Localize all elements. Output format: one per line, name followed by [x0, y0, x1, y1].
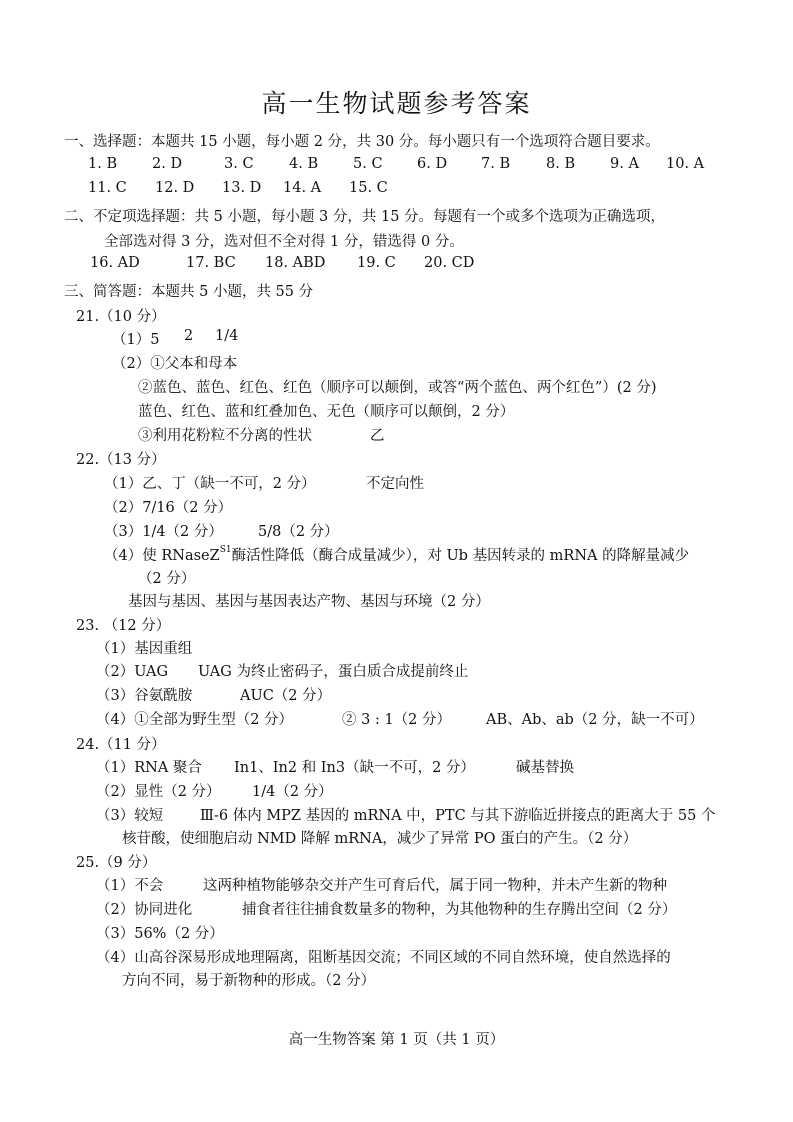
section2-heading-cont: 全部选对得 3 分，选对但不全对得 1 分，错选得 0 分。: [104, 234, 464, 250]
q23-heading: 23. （12 分）: [76, 618, 171, 634]
answer-7: 7. B: [481, 156, 511, 172]
answer-14: 14. A: [283, 180, 322, 196]
q22-answer-2: （2）7/16（2 分）: [104, 500, 233, 516]
q23-answer-3b: AUC（2 分）: [240, 688, 332, 704]
q21-answer-1b: 2: [184, 328, 194, 344]
answer-12: 12. D: [155, 180, 195, 196]
page-footer: 高一生物答案 第 1 页（共 1 页）: [288, 1032, 505, 1048]
answer-4: 4. B: [289, 156, 319, 172]
q24-answer-3b: Ⅲ-6 体内 MPZ 基因的 mRNA 中，PTC 与其下游临近拼接点的距离大于 55 个: [200, 808, 716, 824]
q25-answer-3: （3）56%（2 分）: [96, 926, 224, 942]
q24-answer-2b: 1/4（2 分）: [252, 784, 333, 800]
answer-5: 5. C: [353, 156, 383, 172]
answer-3: 3. C: [224, 156, 254, 172]
q25-answer-2b: 捕食者往往捕食数量多的物种，为其他物种的生存腾出空间（2 分）: [242, 902, 677, 918]
answer-18: 18. ABD: [265, 255, 326, 271]
answer-8: 8. B: [546, 156, 576, 172]
q24-answer-1c: 碱基替换: [516, 760, 574, 776]
q24-answer-3a: （3）较短: [96, 808, 164, 824]
q25-answer-1a: （1）不会: [96, 878, 164, 894]
q21-answer-2-2: ②蓝色、蓝色、红色、红色（顺序可以颠倒，或答“两个蓝色、两个红色”）(2 分): [138, 380, 657, 396]
q25-answer-2a: （2）协同进化: [96, 902, 193, 918]
q23-answer-2b: UAG 为终止密码子，蛋白质合成提前终止: [198, 664, 469, 680]
q21-answer-2-3: ③利用花粉粒不分离的性状: [138, 428, 312, 444]
answer-19: 19. C: [357, 255, 396, 271]
q22-answer-5: 基因与基因、基因与基因表达产物、基因与环境（2 分）: [128, 594, 490, 610]
q21-answer-1a: （1）5: [112, 332, 160, 348]
q23-answer-1: （1）基因重组: [96, 641, 193, 657]
q23-answer-4c: AB、Ab、ab（2 分，缺一不可）: [486, 712, 704, 728]
q24-answer-3c: 核苷酸，使细胞启动 NMD 降解 mRNA，减少了异常 PO 蛋白的产生。（2 分）: [122, 831, 638, 847]
q21-answer-1c: 1/4: [215, 328, 239, 344]
q22-answer-4: （4）使 RNaseZ$^{S1}$酶活性降低（酶合成量减少），对 Ub 基因转录的 mRNA 的降解量减少: [104, 545, 690, 564]
q22-answer-1b: 不定向性: [366, 476, 424, 492]
q23-answer-4a: （4）①全部为野生型（2 分）: [96, 712, 294, 728]
q25-heading: 25.（9 分）: [76, 855, 157, 871]
section2-answers: [0, 255, 793, 275]
answer-20: 20. CD: [424, 255, 475, 271]
q22-answer-3a: （3）1/4（2 分）: [104, 524, 223, 540]
q24-answer-2a: （2）显性（2 分）: [96, 784, 221, 800]
section3-heading: 三、简答题：本题共 5 小题，共 55 分: [64, 284, 314, 300]
answer-1: 1. B: [88, 156, 118, 172]
answer-11: 11. C: [88, 180, 127, 196]
q22-answer-3b: 5/8（2 分）: [258, 524, 339, 540]
q23-answer-3a: （3）谷氨酰胺: [96, 688, 193, 704]
q24-answer-1a: （1）RNA 聚合: [96, 760, 202, 776]
answer-2: 2. D: [152, 156, 183, 172]
q24-answer-1b: In1、In2 和 In3（缺一不可，2 分）: [234, 760, 475, 776]
answer-17: 17. BC: [186, 255, 236, 271]
q24-heading: 24.（11 分）: [76, 737, 166, 753]
q25-answer-1b: 这两种植物能够杂交并产生可育后代，属于同一物种，并未产生新的物种: [203, 878, 667, 894]
q21-answer-2-2b: 蓝色、红色、蓝和红叠加色、无色（顺序可以颠倒，2 分）: [138, 404, 515, 420]
section1-answers-row1: [0, 156, 793, 176]
answer-10: 10. A: [666, 156, 705, 172]
answer-13: 13. D: [222, 180, 262, 196]
answer-15: 15. C: [349, 180, 388, 196]
page-title: 高一生物试题参考答案: [261, 89, 532, 118]
q23-answer-4b: ② 3 : 1（2 分）: [342, 712, 451, 728]
section2-heading: 二、不定项选择题：共 5 小题，每小题 3 分，共 15 分。每题有一个或多个选项为正确选项，: [64, 209, 666, 225]
q21-heading: 21.（10 分）: [76, 309, 166, 325]
section1-heading: 一、选择题：本题共 15 小题，每小题 2 分，共 30 分。每小题只有一个选项符合题目要求。: [64, 134, 660, 150]
section1-answers-row2: [0, 180, 793, 200]
q21-answer-2-3b: 乙: [370, 428, 385, 444]
q25-answer-4a: （4）山高谷深易形成地理隔离，阻断基因交流；不同区域的不同自然环境，使自然选择的: [96, 950, 671, 966]
q22-answer-1a: （1）乙、丁（缺一不可，2 分）: [104, 476, 316, 492]
q22-heading: 22.（13 分）: [76, 452, 166, 468]
q21-answer-2: （2）①父本和母本: [112, 356, 238, 372]
answer-16: 16. AD: [90, 255, 140, 271]
q23-answer-2a: （2）UAG: [96, 664, 169, 680]
answer-6: 6. D: [417, 156, 448, 172]
q25-answer-4b: 方向不同，易于新物种的形成。（2 分）: [122, 973, 376, 989]
answer-9: 9. A: [610, 156, 639, 172]
q22-answer-4-score: （2 分）: [138, 571, 196, 587]
